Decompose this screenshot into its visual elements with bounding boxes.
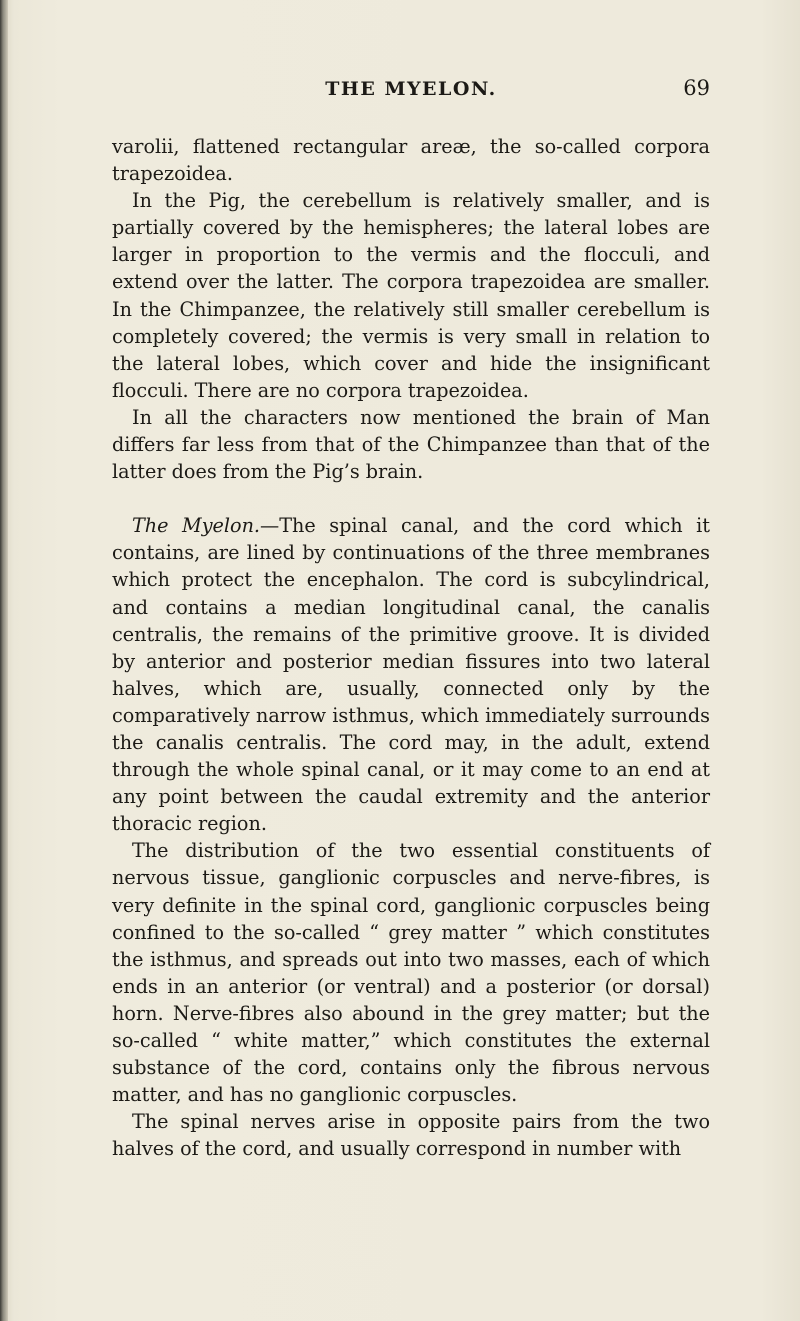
running-head: THE MYELON. xyxy=(325,78,497,100)
paragraph-6: The spinal nerves arise in opposite pairs from the two halves of the cord, and usually correspond in number with xyxy=(112,1110,710,1161)
paragraph-4 xyxy=(112,512,710,837)
page-spine-shadow xyxy=(0,0,8,1321)
paragraph-3: In all the characters now mentioned the brain of Man differs far less from that of the Chimpanzee than that of the latter does from the Pig’s brain. xyxy=(112,405,710,484)
body-text xyxy=(112,133,710,1162)
paragraph-2: In the Pig, the cerebellum is relatively smaller, and is partially covered by the hemispheres; the lateral lobes are larger in proportion to the vermis and the flocculi, and extend over the latter. The corpora trapezoidea are smaller. In the Chimpanzee, the relatively still smaller cerebellum is completely covered; the vermis is very small in relation to the lateral lobes, which cover and hide the insignificant flocculi. There are no corpora trapezoidea. xyxy=(112,189,710,402)
paragraph-5: The distribution of the two essential constituents of nervous tissue, ganglionic corpuscles and nerve-fibres, is very definite in the spinal cord, ganglionic corpuscles being confined to the so-called “ grey matter ” which constitutes the isthmus, and spreads out into two masses, each of which ends in an anterior (or ventral) and a posterior (or dorsal) horn. Nerve-fibres also abound in the grey matter; but the so-called “ white matter,” which constitutes the external substance of the cord, contains only the fibrous nervous matter, and has no ganglionic corpuscles. xyxy=(112,839,710,1107)
section-title-myelon: The Myelon. xyxy=(132,514,261,538)
page-number: 69 xyxy=(683,76,710,100)
paragraph-1: varolii, flattened rectangular areæ, the so-called corpora trapezoidea. xyxy=(112,135,710,186)
paragraph-4-text: —The spinal canal, and the cord which it contains, are lined by continuations of the three membranes which protect the encephalon. The cord is subcylindrical, and contains a median longitudinal canal, the canalis centralis, the remains of the primitive groove. It is divided by anterior and posterior median fissures into two lateral halves, which are, usually, connected only by the comparatively narrow isthmus, which immediately surrounds the canalis centralis. The cord may, in the adult, extend through the whole spinal canal, or it may come to an end at any point between the caudal extremity and the anterior thoracic region. xyxy=(112,514,710,836)
page-header xyxy=(112,78,710,108)
